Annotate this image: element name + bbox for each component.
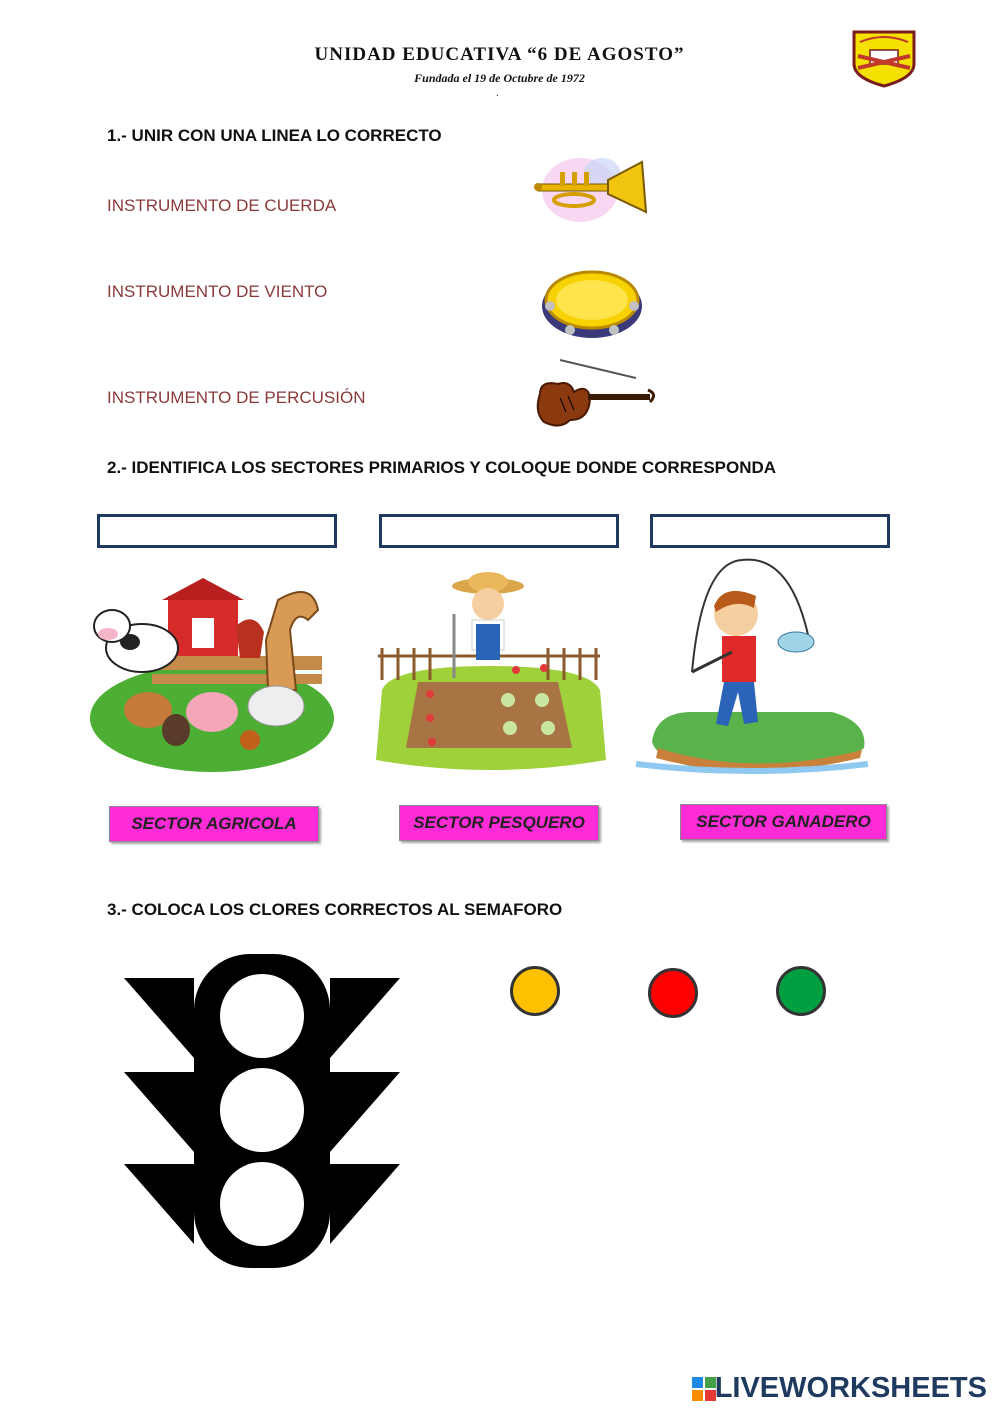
sector-label-pesquero[interactable]: SECTOR PESQUERO [399,805,599,841]
instrument-label-viento[interactable]: INSTRUMENTO DE VIENTO [107,282,328,301]
school-crest-icon [850,28,918,93]
founded-date: Fundada el 19 de Octubre de 1972 [414,71,585,85]
school-name: UNIDAD EDUCATIVA “6 DE AGOSTO” [314,44,685,65]
trumpet-icon[interactable] [530,150,652,233]
red-color-dot[interactable] [648,968,698,1018]
sector-label-agricola[interactable]: SECTOR AGRICOLA [109,806,319,842]
green-color-dot[interactable] [776,966,826,1016]
section1-title: 1.- UNIR CON UNA LINEA LO CORRECTO [107,126,442,145]
answer-box-3[interactable] [650,514,890,548]
section2-title: 2.- IDENTIFICA LOS SECTORES PRIMARIOS Y COLOQUE DONDE CORRESPONDA [107,458,777,477]
violin-icon[interactable] [530,356,662,441]
farmer-garden-icon [372,570,608,781]
instrument-label-cuerda[interactable]: INSTRUMENTO DE CUERDA [107,196,337,215]
header-dot: . [496,88,499,99]
farm-animals-icon [82,570,338,781]
answer-box-2[interactable] [379,514,619,548]
fishing-boy-icon [632,552,870,781]
yellow-color-dot[interactable] [510,966,560,1016]
traffic-light-slot-bottom[interactable] [220,1162,304,1246]
traffic-light-slot-top[interactable] [220,974,304,1058]
traffic-light-slot-middle[interactable] [220,1068,304,1152]
answer-box-1[interactable] [97,514,337,548]
instrument-label-percusion[interactable]: INSTRUMENTO DE PERCUSIÓN [107,388,366,407]
tambourine-icon[interactable] [540,266,644,347]
sector-label-ganadero[interactable]: SECTOR GANADERO [680,804,887,840]
liveworksheets-logo-icon [692,1377,716,1401]
liveworksheets-brand: LIVEWORKSHEETS [714,1372,987,1404]
section3-title: 3.- COLOCA LOS CLORES CORRECTOS AL SEMAFORO [107,900,563,919]
